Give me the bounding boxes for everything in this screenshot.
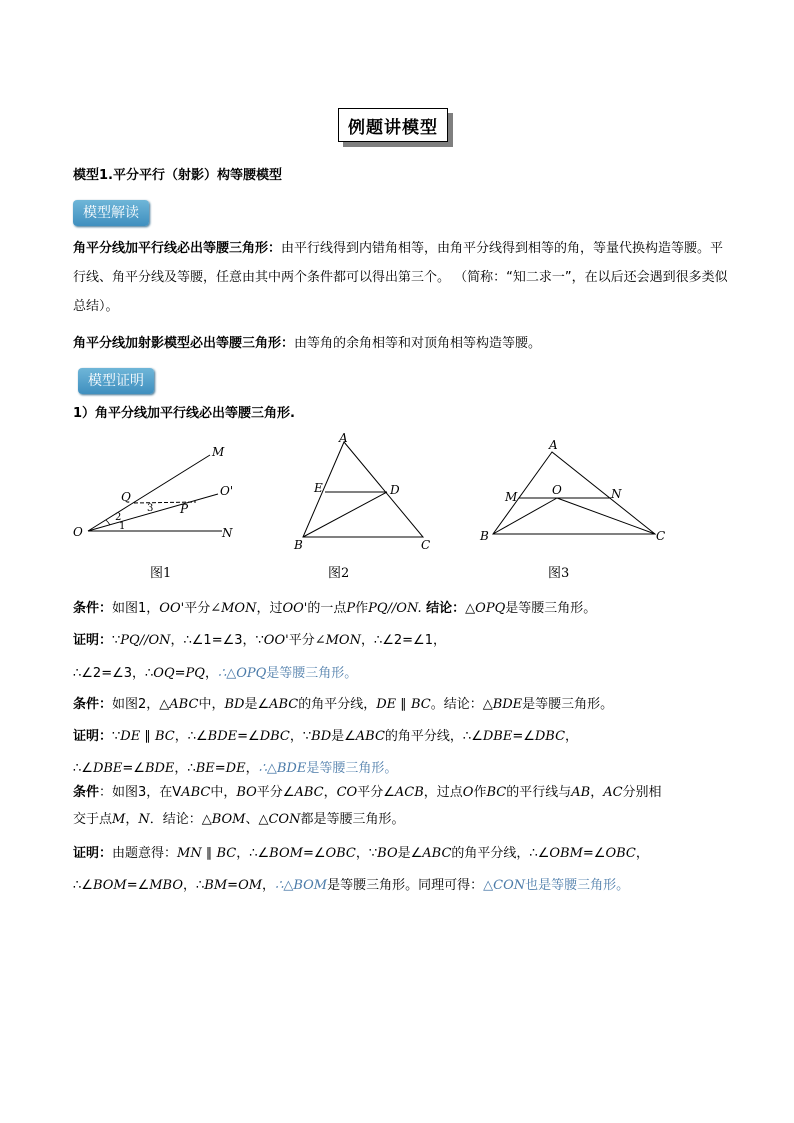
text-segment: DBE (92, 761, 123, 776)
text-segment: BDE (492, 697, 523, 712)
text-segment: 证明： (73, 633, 113, 648)
fig3-label-C: C (656, 529, 666, 543)
text-segment: ，∴∠ (236, 846, 270, 861)
text-segment: DE (120, 729, 141, 744)
fig3-label-A: A (549, 438, 558, 452)
condition-3-line-1 (73, 781, 662, 800)
text-segment: OBC (605, 846, 636, 861)
text-segment: BD (224, 697, 245, 712)
reading-p2-bold: 角平分线加射影模型必出等腰三角形： (73, 336, 295, 351)
text-segment: CO (336, 785, 358, 800)
text-segment: =∠ (512, 729, 535, 744)
text-segment: 作 (355, 601, 369, 616)
condition-2 (73, 693, 613, 712)
text-segment: OM (238, 878, 263, 893)
text-segment: 是等腰三角形。 (505, 601, 597, 616)
text-segment: BE (195, 761, 215, 776)
text-segment: △CON (483, 878, 526, 893)
text-segment: ABC (269, 697, 299, 712)
text-segment: DBE (482, 729, 513, 744)
text-segment: AB (571, 785, 591, 800)
text-segment: 是∠ (397, 846, 423, 861)
fig2-label-A: A (339, 431, 348, 445)
text-segment: ∴∠ (73, 878, 93, 893)
text-segment: 、△ (245, 812, 269, 827)
text-segment: MN (177, 846, 202, 861)
text-segment: 也是等腰三角形。 (525, 878, 630, 893)
text-segment: MBO (149, 878, 184, 893)
text-segment: ，∴ (174, 761, 196, 776)
text-segment: PQ (185, 666, 205, 681)
text-segment: 平分∠ (256, 785, 295, 800)
text-segment: O (462, 785, 474, 800)
text-segment: =∠ (126, 878, 150, 893)
text-segment: 的平行线与 (506, 785, 572, 800)
text-segment: 。结论：△ (430, 697, 493, 712)
text-segment: 的角平分线， (298, 697, 377, 712)
text-segment: ，∵ (355, 846, 378, 861)
text-segment: CON (268, 812, 301, 827)
text-segment: ， (565, 729, 579, 744)
condition-3-line-2 (73, 808, 404, 827)
text-segment: BC (410, 697, 431, 712)
text-segment: ∴△BOM (275, 878, 328, 893)
text-segment: 证明： (73, 846, 113, 861)
text-segment: ， (262, 878, 276, 893)
text-segment: ，∴∠1=∠3，∵ (170, 633, 264, 648)
text-segment: ， (204, 666, 218, 681)
text-segment: =∠ (237, 729, 260, 744)
text-segment: ∥ (140, 729, 155, 744)
model-heading: 模型1.平分平行（射影）构等腰模型 (73, 168, 282, 183)
fig1-label-angle3: 3 (147, 503, 154, 514)
text-segment: ∵ (112, 729, 121, 744)
text-segment: = (227, 878, 239, 893)
reading-p2-text: 由等角的余角相等和对顶角相等构造等腰。 (294, 336, 542, 351)
text-segment: 是∠ (244, 697, 270, 712)
text-segment: 交于点 (73, 812, 113, 827)
text-segment: M (112, 812, 126, 827)
text-segment: ， (245, 761, 259, 776)
text-segment: 的一点 (307, 601, 347, 616)
proof-1-line-2 (73, 662, 357, 681)
text-segment: =∠ (302, 846, 326, 861)
text-segment: 平分 (288, 633, 315, 648)
text-segment: BO (236, 785, 257, 800)
caption-fig1: 图1 (150, 566, 172, 581)
fig2-label-B: B (294, 538, 303, 552)
fig2-label-E: E (314, 481, 323, 495)
text-segment: ∠MON (210, 601, 257, 616)
proof-1-line-1 (73, 629, 446, 648)
text-segment: ∴△OPQ (217, 666, 267, 681)
text-segment: BD (311, 729, 332, 744)
tag-model-reading: 模型解读 (73, 200, 149, 226)
text-segment: =∠ (582, 846, 606, 861)
text-segment: BC (486, 785, 507, 800)
text-segment: DE (376, 697, 397, 712)
text-segment: DBC (259, 729, 290, 744)
proof-heading: 1）角平分线加平行线必出等腰三角形. (73, 406, 295, 421)
text-segment: ，∴ (183, 878, 205, 893)
text-segment: =∠ (122, 761, 145, 776)
text-segment: ABC (181, 785, 211, 800)
text-segment: ABC (169, 697, 199, 712)
text-segment: ∵ (112, 633, 121, 648)
text-segment: OQ (153, 666, 175, 681)
fig1-label-O: O (73, 525, 83, 539)
text-segment: ， (323, 785, 337, 800)
figure-3 (475, 435, 675, 550)
proof-2-line-2 (73, 757, 397, 776)
text-segment: OBM (549, 846, 583, 861)
text-segment: ABC (422, 846, 452, 861)
text-segment: 都是等腰三角形。 (300, 812, 405, 827)
reading-paragraph-2 (73, 329, 733, 358)
text-segment: 证明： (73, 729, 113, 744)
text-segment: 由题意得： (112, 846, 178, 861)
text-segment: 中， (198, 697, 225, 712)
text-segment: 是等腰三角形。 (522, 697, 614, 712)
text-segment: BOM (92, 878, 127, 893)
text-segment: ∴△BDE (258, 761, 307, 776)
text-segment: 的角平分线，∴∠ (451, 846, 550, 861)
text-segment: ABC (355, 729, 385, 744)
text-segment: ：如图3，在V (99, 785, 182, 800)
text-segment: 的角平分线，∴∠ (384, 729, 483, 744)
text-segment: OO' (282, 601, 308, 616)
text-segment: 如图1， (112, 601, 160, 616)
text-segment: 平分∠ (357, 785, 395, 800)
section-title: 例题讲模型 (338, 108, 448, 142)
text-segment: BDE (207, 729, 238, 744)
text-segment: 是∠ (331, 729, 356, 744)
text-segment: ，∵ (289, 729, 312, 744)
text-segment: ∥ (201, 846, 217, 861)
text-segment: ， (590, 785, 604, 800)
fig1-label-N: N (222, 526, 233, 540)
text-segment: 是等腰三角形。 (306, 761, 398, 776)
text-segment: ∴∠ (73, 761, 93, 776)
text-segment: BDE (144, 761, 175, 776)
text-segment: 如图2，△ (112, 697, 170, 712)
text-segment: △OPQ (465, 601, 506, 616)
figure-1 (70, 440, 250, 550)
fig2-label-C: C (421, 538, 431, 552)
text-segment: DE (225, 761, 246, 776)
text-segment: = (174, 666, 186, 681)
text-segment: PQ//ON (120, 633, 171, 648)
text-segment: BC (154, 729, 175, 744)
text-segment: ∥ (396, 697, 411, 712)
fig1-label-angle1: 1 (119, 521, 126, 532)
text-segment: BC (216, 846, 237, 861)
text-segment: DBC (534, 729, 566, 744)
fig1-label-angle2: 2 (115, 512, 122, 523)
proof-3-line-1 (73, 842, 649, 861)
fig1-label-Q: Q (121, 490, 131, 504)
proof-2-line-1 (73, 725, 578, 744)
text-segment: 结论： (421, 601, 466, 616)
text-segment: PQ//ON. (368, 601, 422, 616)
reading-paragraph-1 (73, 234, 733, 321)
text-segment: ， (635, 846, 649, 861)
text-segment: ，过 (256, 601, 283, 616)
text-segment: ，∴∠ (174, 729, 208, 744)
text-segment: 作 (473, 785, 487, 800)
fig2-label-D: D (390, 483, 400, 497)
text-segment: OO' (263, 633, 289, 648)
fig1-label-P: P (180, 502, 189, 516)
fig3-label-N: N (611, 487, 622, 501)
text-segment: 条件： (73, 697, 113, 712)
fig3-label-B: B (480, 529, 489, 543)
figure-2 (288, 430, 438, 555)
caption-fig3: 图3 (548, 566, 570, 581)
proof-3-line-2 (73, 874, 629, 893)
fig1-label-M: M (212, 445, 225, 459)
text-segment: ．结论：△ (149, 812, 212, 827)
text-segment: BO (377, 846, 398, 861)
text-segment: OBC (325, 846, 356, 861)
text-segment: ABC (294, 785, 324, 800)
text-segment: 平分 (184, 601, 211, 616)
fig3-label-M: M (505, 490, 518, 504)
text-segment: BOM (211, 812, 246, 827)
text-segment: 分别相 (622, 785, 662, 800)
text-segment: ∴∠2=∠3，∴ (73, 666, 154, 681)
text-segment: = (214, 761, 226, 776)
caption-fig2: 图2 (328, 566, 350, 581)
text-segment: ， (125, 812, 139, 827)
tag-model-proof: 模型证明 (78, 368, 154, 394)
text-segment: 条件 (73, 785, 100, 800)
text-segment: OO' (159, 601, 185, 616)
fig1-label-O2: O' (220, 484, 234, 498)
text-segment: BM (204, 878, 228, 893)
text-segment: 条件： (73, 601, 113, 616)
text-segment: ACB (394, 785, 424, 800)
reading-p1-bold: 角平分线加平行线必出等腰三角形： (73, 241, 282, 256)
text-segment: 是等腰三角形。 (266, 666, 358, 681)
text-segment: N (138, 812, 150, 827)
text-segment: P (346, 601, 356, 616)
text-segment: ，过点 (423, 785, 463, 800)
condition-1 (73, 597, 596, 616)
text-segment: BOM (269, 846, 303, 861)
text-segment: 中， (210, 785, 237, 800)
text-segment: AC (603, 785, 623, 800)
reading-p1-text: 由平行线得到内错角相等，由角平分线得到相等的角，等量代换构造等腰。平行线、角平分线及等腰，任意由其中两个条件都可以得出第三个。 （简称：“知二求一”，在以后还会遇到很多类似总结）。 (73, 241, 728, 314)
text-segment: ∠MON (314, 633, 361, 648)
text-segment: ，∴∠2=∠1， (360, 633, 446, 648)
text-segment: 是等腰三角形。同理可得： (327, 878, 484, 893)
fig3-label-O: O (552, 483, 562, 497)
